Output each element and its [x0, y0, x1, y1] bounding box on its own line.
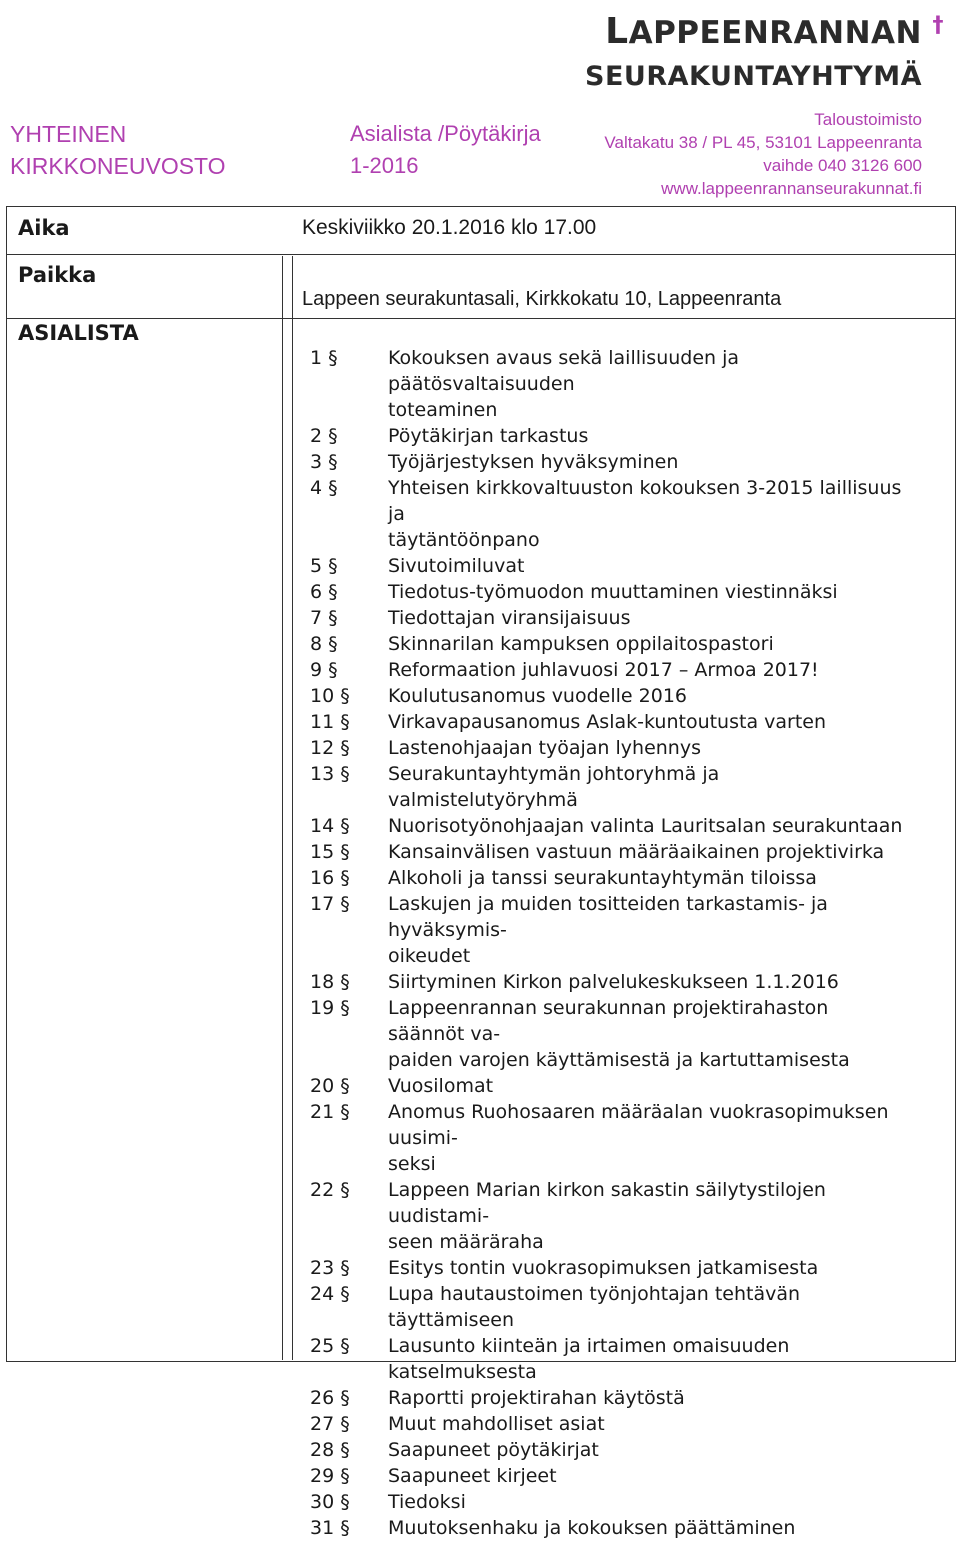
agenda-item-number: 10 §	[310, 685, 350, 707]
cross-icon: †	[932, 13, 944, 38]
agenda-item-title-line: Yhteisen kirkkovaltuuston kokouksen 3-2015 laillisuus ja	[388, 477, 902, 525]
agenda-item	[310, 1437, 910, 1463]
document-number: 1-2016	[350, 153, 419, 178]
agenda-item	[310, 683, 910, 709]
agenda-item-title-line: Kansainvälisen vastuun määräaikainen projektivirka	[388, 841, 885, 863]
agenda-item-title-line: täytäntöönpano	[388, 529, 540, 551]
agenda-item-title-line: Lappeen Marian kirkon sakastin säilytystilojen uudistami-	[388, 1179, 826, 1227]
agenda-item-title-line: paiden varojen käyttämisestä ja kartuttamisesta	[388, 1049, 850, 1071]
agenda-item-number: 21 §	[310, 1101, 350, 1123]
agenda-item-title-line: Virkavapausanomus Aslak-kuntoutusta varten	[388, 711, 827, 733]
organization-name	[10, 118, 226, 182]
agenda-item-number: 16 §	[310, 867, 350, 889]
row-divider-time	[6, 254, 956, 255]
agenda-item-title	[388, 735, 910, 761]
agenda-item-number: 15 §	[310, 841, 350, 863]
agenda-item-title-line: Saapuneet kirjeet	[388, 1465, 557, 1487]
agenda-item-number: 25 §	[310, 1335, 350, 1357]
agenda-item	[310, 631, 910, 657]
agenda-item-number: 12 §	[310, 737, 350, 759]
agenda-item-title-line: Kokouksen avaus sekä laillisuuden ja päätösvaltaisuuden	[388, 347, 740, 395]
agenda-item-title-line: Muut mahdolliset asiat	[388, 1413, 605, 1435]
agenda-item-title-line: seen määräraha	[388, 1231, 544, 1253]
agenda-item-number: 29 §	[310, 1465, 350, 1487]
agenda-item	[310, 1281, 910, 1333]
agenda-item-title	[388, 1437, 910, 1463]
agenda-item	[310, 553, 910, 579]
agenda-item-number: 30 §	[310, 1491, 350, 1513]
column-divider-left	[282, 256, 283, 1360]
agenda-item-number: 24 §	[310, 1283, 350, 1305]
agenda-item-number: 14 §	[310, 815, 350, 837]
agenda-item-number: 2 §	[310, 425, 338, 447]
agenda-item-title	[388, 1385, 910, 1411]
agenda-item-title-line: Esitys tontin vuokrasopimuksen jatkamisesta	[388, 1257, 819, 1279]
document-type	[350, 118, 541, 182]
agenda-item	[310, 735, 910, 761]
time-value: Keskiviikko 20.1.2016 klo 17.00	[302, 216, 597, 239]
agenda-item	[310, 839, 910, 865]
agenda-item	[310, 1463, 910, 1489]
agenda-item-title	[388, 1281, 910, 1333]
organization-name-line1: YHTEINEN	[10, 121, 127, 147]
agenda-item-title	[388, 1255, 910, 1281]
agenda-item	[310, 1385, 910, 1411]
agenda-item-number: 3 §	[310, 451, 338, 473]
agenda-item-title	[388, 969, 910, 995]
agenda-item-title	[388, 579, 910, 605]
agenda-item-title	[388, 813, 910, 839]
agenda-item	[310, 449, 910, 475]
agenda-item-number: 4 §	[310, 477, 338, 499]
agenda-item-title-line: oikeudet	[388, 945, 471, 967]
agenda-item-number: 18 §	[310, 971, 350, 993]
agenda-item-title-line: Tiedoksi	[388, 1491, 466, 1513]
agenda-item-title-line: Koulutusanomus vuodelle 2016	[388, 685, 687, 707]
agenda-item-title	[388, 345, 910, 423]
agenda-item-number: 5 §	[310, 555, 338, 577]
organization-name-line2: KIRKKONEUVOSTO	[10, 153, 226, 179]
agenda-item-title-line: Alkoholi ja tanssi seurakuntayhtymän tiloissa	[388, 867, 817, 889]
agenda-item-title	[388, 1073, 910, 1099]
agenda-item	[310, 865, 910, 891]
agenda-list	[310, 345, 910, 1541]
agenda-item	[310, 1177, 910, 1255]
agenda-item-number: 23 §	[310, 1257, 350, 1279]
brand-line1-initial: L	[605, 11, 629, 52]
agenda-item-title-line: Laskujen ja muiden tositteiden tarkastamis- ja hyväksymis-	[388, 893, 828, 941]
agenda-item-number: 13 §	[310, 763, 350, 785]
brand-line1	[585, 6, 944, 59]
agenda-item-title	[388, 1099, 910, 1177]
agenda-item-title	[388, 1489, 910, 1515]
agenda-item-title-line: Tiedotus-työmuodon muuttaminen viestinnäksi	[388, 581, 838, 603]
office-phone: vaihde 040 3126 600	[763, 156, 922, 175]
office-website[interactable]: www.lappeenrannanseurakunnat.fi	[661, 179, 922, 198]
agenda-item-title	[388, 995, 910, 1073]
agenda-item-title	[388, 475, 910, 553]
agenda-item-title-line: Reformaation juhlavuosi 2017 – Armoa 2017!	[388, 659, 819, 681]
agenda-item	[310, 969, 910, 995]
agenda-item-title-line: Muutoksenhaku ja kokouksen päättäminen	[388, 1517, 796, 1539]
agenda-item-title	[388, 449, 910, 475]
brand-line2: SEURAKUNTAYHTYMÄ	[585, 61, 922, 92]
agenda-item-title-line: seksi	[388, 1153, 436, 1175]
agenda-item-title	[388, 553, 910, 579]
place-label: Paikka	[18, 263, 97, 287]
agenda-item-title	[388, 1463, 910, 1489]
agenda-item-title	[388, 423, 910, 449]
agenda-item-title	[388, 605, 910, 631]
agenda-item-title-line: Anomus Ruohosaaren määräalan vuokrasopimuksen uusimi-	[388, 1101, 889, 1149]
agenda-item-number: 27 §	[310, 1413, 350, 1435]
agenda-item-title	[388, 683, 910, 709]
agenda-item	[310, 1073, 910, 1099]
agenda-item	[310, 995, 910, 1073]
agenda-item-number: 17 §	[310, 893, 350, 915]
agenda-item	[310, 345, 910, 423]
agenda-item-title	[388, 891, 910, 969]
agenda-item-title	[388, 761, 910, 813]
agenda-item-title	[388, 1333, 910, 1385]
agenda-item-number: 28 §	[310, 1439, 350, 1461]
agenda-item-title	[388, 709, 910, 735]
agenda-item-number: 1 §	[310, 347, 338, 369]
agenda-item-number: 31 §	[310, 1517, 350, 1539]
agenda-item	[310, 1411, 910, 1437]
agenda-item-title	[388, 865, 910, 891]
agenda-item-title-line: Lupa hautaustoimen työnjohtajan tehtävän täyttämiseen	[388, 1283, 801, 1331]
agenda-item	[310, 709, 910, 735]
agenda-item	[310, 475, 910, 553]
agenda-item	[310, 761, 910, 813]
agenda-item-title-line: Lappeenrannan seurakunnan projektirahaston säännöt va-	[388, 997, 829, 1045]
office-contact	[604, 108, 922, 200]
agenda-item-title	[388, 1411, 910, 1437]
agenda-item-title-line: Vuosilomat	[388, 1075, 494, 1097]
agenda-item	[310, 1255, 910, 1281]
agenda-item	[310, 579, 910, 605]
agenda-item-number: 9 §	[310, 659, 338, 681]
agenda-item-number: 19 §	[310, 997, 350, 1019]
agenda-item	[310, 423, 910, 449]
agenda-item-title	[388, 1177, 910, 1255]
brand-line1-rest: APPEENRANNAN	[628, 15, 922, 51]
agenda-item-title-line: Seurakuntayhtymän johtoryhmä ja valmistelutyöryhmä	[388, 763, 720, 811]
agenda-item	[310, 605, 910, 631]
agenda-item-number: 20 §	[310, 1075, 350, 1097]
agenda-item-title-line: Pöytäkirjan tarkastus	[388, 425, 589, 447]
place-value: Lappeen seurakuntasali, Kirkkokatu 10, Lappeenranta	[302, 288, 782, 310]
agenda-item-number: 22 §	[310, 1179, 350, 1201]
document-type-line1: Asialista /Pöytäkirja	[350, 121, 541, 146]
agenda-item-title	[388, 839, 910, 865]
agenda-item-title-line: Työjärjestyksen hyväksyminen	[388, 451, 679, 473]
agenda-item-title-line: Saapuneet pöytäkirjat	[388, 1439, 599, 1461]
agenda-item	[310, 1099, 910, 1177]
agenda-item	[310, 657, 910, 683]
brand-logo	[585, 6, 944, 95]
agenda-label: ASIALISTA	[18, 321, 139, 345]
office-name: Taloustoimisto	[814, 110, 922, 129]
agenda-item	[310, 1489, 910, 1515]
agenda-item	[310, 891, 910, 969]
agenda-item-title-line: Lastenohjaajan työajan lyhennys	[388, 737, 701, 759]
agenda-item-title-line: Raportti projektirahan käytöstä	[388, 1387, 685, 1409]
agenda-item-number: 11 §	[310, 711, 350, 733]
agenda-item	[310, 813, 910, 839]
agenda-item-title-line: toteaminen	[388, 399, 498, 421]
agenda-item-title-line: Sivutoimiluvat	[388, 555, 525, 577]
agenda-item-title-line: Skinnarilan kampuksen oppilaitospastori	[388, 633, 774, 655]
agenda-item-number: 7 §	[310, 607, 338, 629]
agenda-item-title	[388, 657, 910, 683]
agenda-item-title-line: Siirtyminen Kirkon palvelukeskukseen 1.1.2016	[388, 971, 839, 993]
office-address: Valtakatu 38 / PL 45, 53101 Lappeenranta	[604, 133, 922, 152]
agenda-item-title-line: Tiedottajan viransijaisuus	[388, 607, 631, 629]
agenda-item-number: 8 §	[310, 633, 338, 655]
agenda-item-title	[388, 1515, 910, 1541]
agenda-item-title	[388, 631, 910, 657]
agenda-item	[310, 1515, 910, 1541]
agenda-item-title-line: Nuorisotyönohjaajan valinta Lauritsalan seurakuntaan	[388, 815, 903, 837]
column-divider-right	[292, 256, 293, 1360]
row-divider-place	[6, 318, 956, 319]
time-label: Aika	[18, 216, 70, 240]
agenda-item-number: 26 §	[310, 1387, 350, 1409]
agenda-item-number: 6 §	[310, 581, 338, 603]
agenda-item-title-line: Lausunto kiinteän ja irtaimen omaisuuden katselmuksesta	[388, 1335, 790, 1383]
agenda-item	[310, 1333, 910, 1385]
